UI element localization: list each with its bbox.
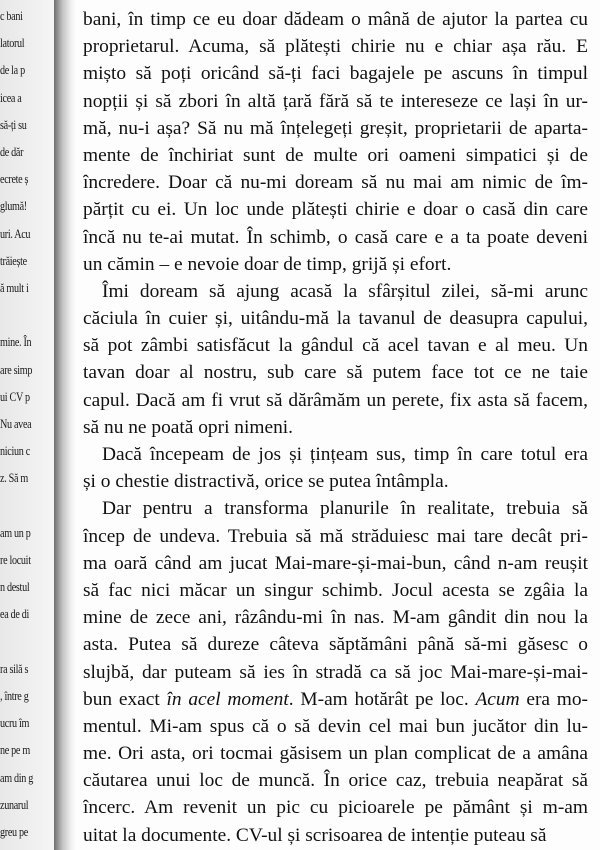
facing-page-text-fragment: să-ți su (0, 116, 27, 132)
facing-page-text-fragment: ă mult i (0, 280, 29, 295)
facing-page-text-fragment: de la p (0, 62, 25, 78)
text-line: nopții și să zbori în altă țară fără să te intereseze ce lași în ur- (83, 90, 588, 112)
text-line: părțit cu ei. Un loc unde plătești chirie e doar o casă din care (83, 199, 588, 221)
facing-page-edge (0, 0, 62, 850)
facing-page-text-fragment: glumă! (0, 198, 27, 214)
facing-page-text-fragment: ne pe m (0, 742, 30, 758)
facing-page-text-fragment: Nu avea (0, 416, 32, 431)
text-line: Dacă începeam de jos și țințeam sus, timp în care totul era (102, 444, 588, 465)
text-line: mă, nu-i așa? Să nu mă înțelegeți greșit, proprietarii de aparta- (83, 117, 588, 139)
facing-page-text-fragment: are simp (0, 361, 33, 377)
facing-page-text-fragment: z. Să m (0, 470, 28, 486)
text-line: mentul. Mi-am spus că o să devin cel mai bun jucător din lu- (83, 715, 588, 737)
facing-page-text-fragment: ra silă s (0, 660, 29, 676)
text-line: mine de zece ani, râzându-mi în nas. M-am gândit din nou la (83, 607, 588, 629)
text-line: încredere. Doar că nu-mi doream să nu mai am nimic de îm- (83, 172, 588, 194)
text-line: Îmi doream să ajung acasă la sfârșitul zilei, să-mi arunc (102, 280, 588, 302)
text-line: uitat la documente. CV-ul și scrisoarea de intenție puteau să (83, 824, 547, 846)
text-line: un cămin – e nevoie doar de timp, grijă și efort. (83, 253, 452, 275)
facing-page-text-fragment: ea de di (0, 606, 30, 622)
facing-page-text-fragment: mine. În (0, 334, 32, 350)
paragraph (83, 495, 588, 848)
paragraph (83, 6, 588, 278)
text-line: ma oară când am jucat Mai-mare-și-mai-bun, când n-am reușit (83, 552, 588, 574)
facing-page-text-fragment: de dăr (0, 144, 24, 159)
text-line: slujbă, dar puteam să ies în stradă ca să joc Mai-mare-și-mai- (83, 661, 588, 683)
book-gutter-shadow (54, 0, 76, 850)
page-body-text (83, 6, 588, 849)
text-line: mișto să poți oricând să-ți faci bagajele pe ascuns în timpul (83, 63, 588, 85)
text-line: Dar pentru a transforma planurile în realitate, trebuia să (102, 498, 588, 520)
facing-page-text-fragment: ucru îm (0, 715, 30, 731)
facing-page-text-fragment: niciun c (0, 443, 30, 459)
text-line: căciula în cuier și, uitându-mă la tavanul de deasupra capului, (83, 308, 588, 330)
text-line: proprietarul. Acuma, să plătești chirie nu e chiar așa rău. E (83, 36, 588, 58)
text-line: să nu ne poată opri nimeni. (83, 416, 294, 438)
facing-page-text-fragment: ui CV p (0, 388, 30, 404)
text-line: capul. Dacă am fi vrut să dărâmăm un perete, fix asta să facem, (83, 389, 588, 411)
facing-page-text-fragment: re locuit (0, 552, 31, 567)
facing-page-text-fragment: icea a (0, 89, 22, 105)
text-line: bun exact în acel moment. M-am hotărât pe loc. Acum era mo- (83, 688, 588, 710)
text-line: bani, în timp ce eu doar dădeam o mână de ajutor la partea cu (83, 9, 588, 30)
text-line: me. Ori asta, ori tocmai găsisem un plan complicat de a amâna (83, 743, 588, 765)
text-line: încerc. Am revenit un pic cu picioarele pe pământ și m-am (83, 797, 588, 819)
facing-page-text-fragment: zunarul (0, 796, 29, 812)
text-line: căutarea unui loc de muncă. În orice caz, trebuia neapărat să (83, 770, 588, 792)
facing-page-text-fragment: , între g (0, 688, 29, 703)
text-line: și o chestie distractivă, orice se putea întâmpla. (83, 471, 449, 493)
facing-page-text-fragment: c bani (0, 8, 23, 23)
facing-page-text-fragment: latorul (0, 35, 25, 51)
facing-page-text-fragment: ecrete ș (0, 171, 29, 187)
facing-page-text-fragment: am din g (0, 769, 33, 785)
text-line: să fac nici măcar un singur schimb. Jocul acesta se zgâia la (83, 579, 588, 601)
paragraph (83, 278, 588, 441)
text-line: tavan doar al nostru, sub care să putem face tot ce ne taie (83, 362, 588, 384)
text-line: încep de undeva. Trebuia să mă străduiesc mai tare decât pri- (83, 525, 588, 547)
text-line: asta. Putea să dureze câteva săptămâni până să-mi găsesc o (83, 634, 588, 656)
facing-page-text-fragment: trăiește (0, 252, 27, 268)
text-line: încă nu te-ai mutat. În schimb, o casă care e a ta poate deveni (83, 226, 588, 248)
text-line: mente de închiriat sunt de multe ori oameni simpatici și de (83, 144, 588, 166)
facing-page-text-fragment: am un p (0, 524, 31, 540)
facing-page-text-fragment: greu pe (0, 824, 28, 839)
text-line: să pot zâmbi satisfăcut la gândul că acel tavan e al meu. Un (83, 335, 588, 357)
facing-page-text-fragment: uri. Acu (0, 225, 31, 241)
facing-page-text-fragment: n destul (0, 579, 30, 595)
paragraph (83, 441, 588, 495)
